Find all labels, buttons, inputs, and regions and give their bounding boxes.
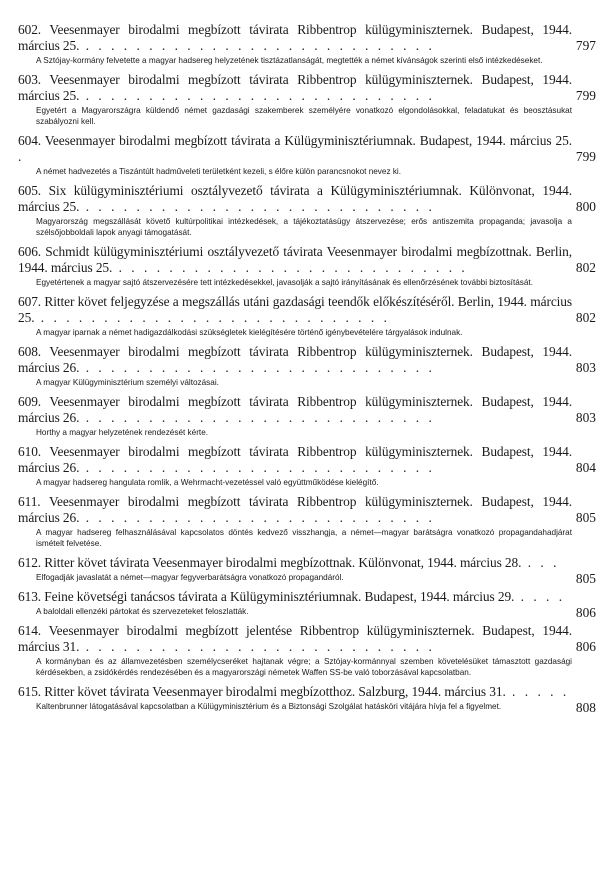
- toc-entry: [18, 72, 596, 127]
- entry-title: [18, 22, 596, 54]
- dot-leader: . . . . . . . . . . . . . . . . . . . . . . . . . . . .: [79, 510, 435, 525]
- page-number: 805: [575, 510, 596, 525]
- entry-title-text: 610. Veesenmayer birodalmi megbízott távirata Ribbentrop külügyminiszternek. Budapest, 1944. március 26.: [18, 444, 572, 475]
- dot-leader: . . . . . . . . . . . . . . . . . . . . . . . . . . . .: [79, 360, 435, 375]
- toc-entry: [18, 494, 596, 549]
- entry-description: A magyar hadsereg hangulata romlik, a Wehrmacht-vezetéssel való együttműködése kielégítő.: [36, 478, 379, 487]
- page-number: 802: [575, 310, 596, 325]
- entry-description: Elfogadják javaslatát a német—magyar fegyverbarátságra vonatkozó propagandáról.: [36, 573, 344, 582]
- dot-leader: . . . . . . . . . . . . . . . . . . . . . . . . . . . .: [79, 639, 435, 654]
- dot-leader: . . . . . . . . . . . . . . . . . . . . . . . . . . . .: [79, 410, 435, 425]
- entry-description: A baloldali ellenzéki pártokat és szervezeteket feloszlatták.: [36, 607, 249, 616]
- entry-title: [18, 494, 596, 526]
- entry-title: [18, 623, 596, 655]
- dot-leader: . . . . .: [505, 684, 570, 699]
- toc-entry: [18, 555, 596, 586]
- toc-entry: [18, 394, 596, 438]
- entry-description: A kormányban és az államvezetésben személycseréket hajtanak végre; a Sztójay-kormánnyal szemben követelésüket támasztott gazdasági kérdésekben, a zsidókérdés rendezésében és a magyarországi németek Waffen SS-be való toborzásával kapcsolatban.: [36, 657, 572, 677]
- entry-title-text: 613. Feine követségi tanácsos távirata a Külügyminisztériumnak. Budapest, 1944. március 29.: [18, 589, 515, 604]
- entry-title-text: 605. Six külügyminisztériumi osztályvezető távirata a Külügyminisztériumnak. Különvonat, 1944. március 25.: [18, 183, 572, 214]
- entry-title-text: 614. Veesenmayer birodalmi megbízott jelentése Ribbentrop külügyminiszternek. Budapest, 1944. március 31.: [18, 623, 572, 654]
- page-number: 802: [575, 260, 596, 275]
- dot-leader: .: [18, 149, 25, 164]
- dot-leader: . . . . . . . . . . . . . . . . . . . . . . . . . . . .: [112, 260, 468, 275]
- entry-title: [18, 72, 596, 104]
- entry-description: A magyar iparnak a német hadigazdálkodási szükségletek kielégítésére történő igénybevételére tárgyalások indulnak.: [36, 328, 463, 337]
- entry-title-text: 607. Ritter követ feljegyzése a megszállás utáni gazdasági teendők előkészítéséről. Berlin, 1944. március 25.: [18, 294, 572, 325]
- entry-title: [18, 244, 596, 276]
- toc-entry: [18, 344, 596, 388]
- toc-entry: [18, 589, 596, 620]
- entry-title-text: 615. Ritter követ távirata Veesenmayer birodalmi megbízotthoz. Salzburg, 1944. március 31.: [18, 684, 506, 699]
- toc-entry: [18, 244, 596, 288]
- page-number: 806: [575, 639, 596, 654]
- toc-entry: [18, 183, 596, 238]
- dot-leader: . . . . . . . . . . . . . . . . . . . . . . . . . . . .: [79, 460, 435, 475]
- entry-title: [18, 555, 596, 571]
- toc-entry: [18, 684, 596, 715]
- entry-title: [18, 444, 596, 476]
- page-number: 800: [575, 199, 596, 214]
- entry-title-text: 602. Veesenmayer birodalmi megbízott távirata Ribbentrop külügyminiszternek. Budapest, 1944. március 25.: [18, 22, 572, 53]
- toc-entry: [18, 444, 596, 488]
- entry-description: A magyar Külügyminisztérium személyi változásai.: [36, 378, 219, 387]
- dot-leader: . . . . . . . . . . . . . . . . . . . . . . . . . . . .: [79, 38, 435, 53]
- entry-description: Magyarország megszállását követő kultúrpolitikai intézkedések, a tájékoztatásügy átszervezése; erős antiszemita propaganda; javasolja a szélsőjobboldali lapok anyagi támogatását.: [36, 217, 572, 237]
- page-number: 806: [575, 605, 596, 620]
- page-number: 803: [575, 410, 596, 425]
- page-number: 804: [575, 460, 596, 475]
- entry-title: [18, 133, 596, 165]
- entry-title-text: 606. Schmidt külügyminisztériumi osztályvezető távirata Veesenmayer birodalmi megbízottnak. Berlin, 1944. március 25.: [18, 244, 572, 275]
- toc-entry: [18, 294, 596, 338]
- page-number: 805: [575, 571, 596, 586]
- entry-title: [18, 394, 596, 426]
- entry-title: [18, 294, 596, 326]
- page-number: 803: [575, 360, 596, 375]
- entry-description: A német hadvezetés a Tiszántúlt hadműveleti területként kezeli, s élőre külön parancsnokot nevez ki.: [36, 167, 402, 176]
- entry-description: Horthy a magyar helyzetének rendezését kérte.: [36, 428, 209, 437]
- page-number: 799: [575, 88, 596, 103]
- page-number: 808: [575, 700, 596, 715]
- entry-title: [18, 589, 596, 605]
- entry-title: [18, 344, 596, 376]
- entry-title: [18, 183, 596, 215]
- entry-title-text: 608. Veesenmayer birodalmi megbízott távirata Ribbentrop külügyminiszternek. Budapest, 1944. március 26.: [18, 344, 572, 375]
- entry-title: [18, 684, 596, 700]
- entry-title-text: 604. Veesenmayer birodalmi megbízott távirata a Külügyminisztériumnak. Budapest, 1944. március 25.: [18, 133, 572, 148]
- dot-leader: . . . .: [514, 589, 566, 604]
- dot-leader: . . .: [521, 555, 560, 570]
- page-number: 797: [575, 38, 596, 53]
- page-number: 799: [575, 149, 596, 164]
- dot-leader: . . . . . . . . . . . . . . . . . . . . . . . . . . . .: [79, 199, 435, 214]
- toc-entry: [18, 133, 596, 177]
- entry-title-text: 609. Veesenmayer birodalmi megbízott távirata Ribbentrop külügyminiszternek. Budapest, 1944. március 26.: [18, 394, 572, 425]
- entry-title-text: 611. Veesenmayer birodalmi megbízott távirata Ribbentrop külügyminiszternek. Budapest, 1944. március 26.: [18, 494, 572, 525]
- entry-description: A magyar hadsereg felhasználásával kapcsolatos döntés kedvező visszhangja, a német—magyar barátságra vonatkozó propagandahadjárat ismételt felvetése.: [36, 528, 572, 548]
- entry-description: Egyetértenek a magyar sajtó átszervezésére tett intézkedésekkel, javasolják a sajtó irányításának és ellenőrzésének további biztosítását.: [36, 278, 533, 287]
- entry-title-text: 603. Veesenmayer birodalmi megbízott távirata Ribbentrop külügyminiszternek. Budapest, 1944. március 25.: [18, 72, 572, 103]
- entry-description: Egyetért a Magyarországra küldendő német gazdasági szakemberek személyére vonatkozó elgondolásokkal, feladatukat és beosztásukat szabályozni kell.: [36, 106, 572, 126]
- dot-leader: . . . . . . . . . . . . . . . . . . . . . . . . . . . .: [34, 310, 390, 325]
- entry-title-text: 612. Ritter követ távirata Veesenmayer birodalmi megbízottnak. Különvonat, 1944. március 28.: [18, 555, 522, 570]
- entry-description: A Sztójay-kormány felvetette a magyar hadsereg helyzetének tisztázatlanságát, megtették a német kívánságok szerinti első intézkedéseket.: [36, 56, 543, 65]
- toc-entry: [18, 22, 596, 66]
- entry-description: Kaltenbrunner látogatásával kapcsolatban a Külügyminisztérium és a Biztonsági Szolgálat hatásköri vitájára hívja fel a figyelmet.: [36, 702, 502, 711]
- dot-leader: . . . . . . . . . . . . . . . . . . . . . . . . . . . .: [79, 88, 435, 103]
- toc-entry: [18, 623, 596, 678]
